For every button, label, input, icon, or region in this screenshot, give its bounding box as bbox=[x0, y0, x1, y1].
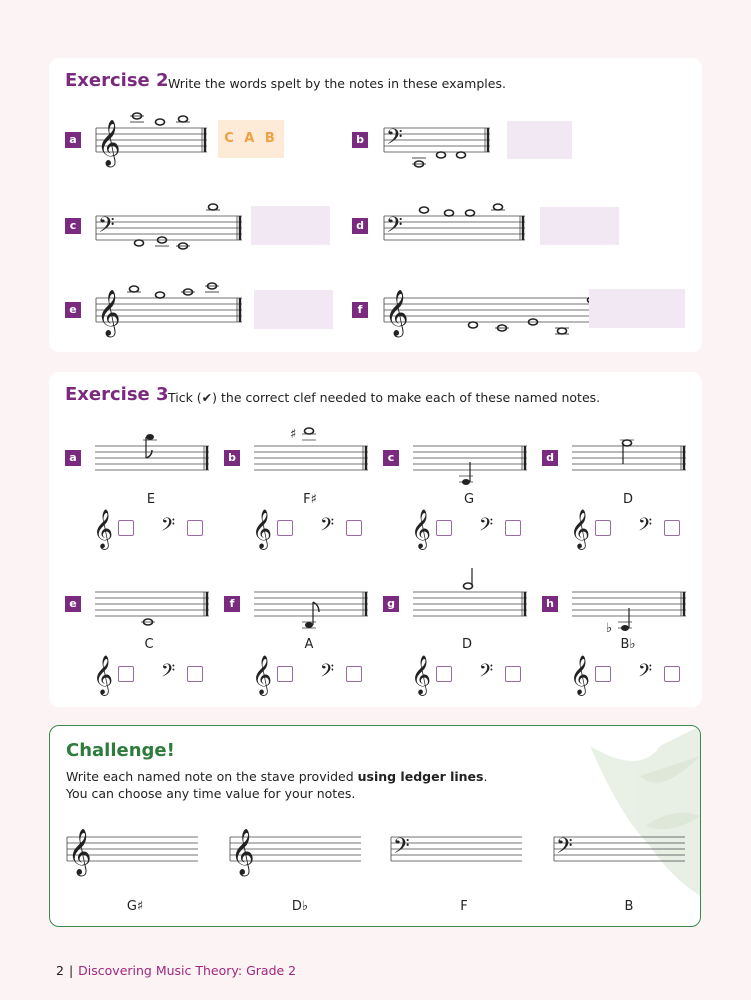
svg-text:♭: ♭ bbox=[606, 621, 613, 636]
challenge-title: Challenge! bbox=[66, 740, 175, 761]
bass-clef-icon bbox=[320, 514, 342, 544]
ex2-staff-d bbox=[382, 196, 527, 258]
bass-clef-icon bbox=[638, 660, 660, 690]
bass-clef-icon bbox=[320, 660, 342, 690]
ex2-answer-c[interactable] bbox=[251, 206, 330, 245]
ex2-label-c: c bbox=[65, 218, 81, 234]
ex3-label-h: h bbox=[542, 596, 558, 612]
challenge-note-4: B bbox=[624, 899, 634, 914]
svg-text:𝄞: 𝄞 bbox=[68, 829, 92, 875]
challenge-note-3: F bbox=[460, 899, 468, 914]
ex3-c-bass-checkbox[interactable] bbox=[505, 520, 521, 536]
svg-text:𝄢: 𝄢 bbox=[556, 834, 573, 864]
ex3-staff-e bbox=[93, 572, 211, 632]
svg-text:𝄢: 𝄢 bbox=[98, 213, 115, 243]
treble-clef-icon bbox=[570, 654, 592, 694]
ex3-note-b: F♯ bbox=[303, 492, 317, 507]
ex3-h-treble-checkbox[interactable] bbox=[595, 666, 611, 682]
ex3-staff-f bbox=[252, 572, 370, 636]
ex3-staff-h bbox=[570, 572, 688, 636]
ex3-g-treble-checkbox[interactable] bbox=[436, 666, 452, 682]
bass-clef-icon bbox=[638, 514, 660, 544]
svg-text:♯: ♯ bbox=[290, 427, 297, 442]
treble-clef-icon bbox=[93, 654, 115, 694]
exercise-3-title: Exercise 3 bbox=[65, 384, 169, 405]
ex3-label-g: g bbox=[383, 596, 399, 612]
ex3-note-d: D bbox=[622, 492, 633, 507]
bass-clef-icon bbox=[479, 514, 501, 544]
challenge-line2: You can choose any time value for your notes. bbox=[66, 786, 356, 801]
ex2-label-f: f bbox=[352, 302, 368, 318]
challenge-line1: Write each named note on the stave provided bbox=[66, 769, 358, 784]
svg-text:𝄞: 𝄞 bbox=[97, 290, 121, 336]
ex3-note-e: C bbox=[144, 637, 154, 652]
challenge-staff-4[interactable] bbox=[552, 821, 687, 881]
challenge-note-2: D♭ bbox=[291, 899, 309, 914]
exercise-2-title: Exercise 2 bbox=[65, 70, 169, 91]
ex3-b-treble-checkbox[interactable] bbox=[277, 520, 293, 536]
svg-text:𝄢: 𝄢 bbox=[320, 515, 335, 540]
ex2-label-a: a bbox=[65, 132, 81, 148]
ex3-label-a: a bbox=[65, 450, 81, 466]
ex3-d-treble-checkbox[interactable] bbox=[595, 520, 611, 536]
svg-text:𝄞: 𝄞 bbox=[93, 655, 114, 695]
ex3-b-bass-checkbox[interactable] bbox=[346, 520, 362, 536]
ex3-staff-g bbox=[411, 572, 529, 632]
ex2-answer-d[interactable] bbox=[540, 207, 619, 245]
ex3-label-c: c bbox=[383, 450, 399, 466]
svg-text:𝄢: 𝄢 bbox=[638, 515, 653, 540]
ex3-note-f: A bbox=[304, 637, 314, 652]
exercise-3-card bbox=[49, 372, 702, 707]
bass-clef-icon bbox=[161, 514, 183, 544]
challenge-line1-end: . bbox=[483, 769, 488, 784]
ex3-staff-a bbox=[93, 426, 211, 486]
bass-clef-icon bbox=[161, 660, 183, 690]
ex2-answer-e[interactable] bbox=[254, 290, 333, 329]
ex3-label-d: d bbox=[542, 450, 558, 466]
ex3-a-treble-checkbox[interactable] bbox=[118, 520, 134, 536]
ex3-staff-d bbox=[570, 426, 688, 486]
ex3-e-bass-checkbox[interactable] bbox=[187, 666, 203, 682]
bass-clef-icon bbox=[479, 660, 501, 690]
challenge-text bbox=[66, 768, 487, 802]
svg-text:𝄞: 𝄞 bbox=[93, 509, 114, 549]
ex2-answer-f[interactable] bbox=[589, 289, 685, 328]
challenge-staff-3[interactable] bbox=[389, 821, 524, 881]
treble-clef-icon bbox=[252, 654, 274, 694]
ex2-label-b: b bbox=[352, 132, 368, 148]
page-footer bbox=[56, 963, 296, 978]
svg-text:𝄞: 𝄞 bbox=[570, 655, 591, 695]
challenge-note-1: G♯ bbox=[126, 899, 144, 914]
treble-clef-icon bbox=[570, 508, 592, 548]
svg-text:𝄞: 𝄞 bbox=[411, 655, 432, 695]
ex3-note-h: B♭ bbox=[620, 637, 636, 652]
ex3-note-c: G bbox=[463, 492, 475, 507]
svg-text:𝄞: 𝄞 bbox=[570, 509, 591, 549]
ex3-d-bass-checkbox[interactable] bbox=[664, 520, 680, 536]
svg-text:𝄢: 𝄢 bbox=[479, 661, 494, 686]
ex2-staff-c bbox=[94, 196, 244, 258]
ex3-g-bass-checkbox[interactable] bbox=[505, 666, 521, 682]
svg-text:𝄢: 𝄢 bbox=[161, 515, 176, 540]
svg-text:𝄢: 𝄢 bbox=[638, 661, 653, 686]
ex3-e-treble-checkbox[interactable] bbox=[118, 666, 134, 682]
treble-clef-icon bbox=[411, 654, 433, 694]
svg-text:𝄞: 𝄞 bbox=[97, 120, 121, 166]
page-number: 2 bbox=[56, 963, 64, 978]
svg-text:𝄢: 𝄢 bbox=[386, 213, 403, 243]
ex2-staff-b bbox=[382, 110, 492, 170]
ex3-label-b: b bbox=[224, 450, 240, 466]
ex2-label-d: d bbox=[352, 218, 368, 234]
ex3-a-bass-checkbox[interactable] bbox=[187, 520, 203, 536]
challenge-staff-2[interactable] bbox=[228, 821, 363, 881]
svg-text:𝄞: 𝄞 bbox=[385, 290, 409, 336]
exercise-2-instruction: Write the words spelt by the notes in these examples. bbox=[168, 76, 506, 91]
treble-clef-icon bbox=[93, 508, 115, 548]
svg-text:𝄞: 𝄞 bbox=[411, 509, 432, 549]
ex3-note-g: D bbox=[461, 637, 472, 652]
footer-separator: | bbox=[68, 963, 74, 978]
svg-text:𝄞: 𝄞 bbox=[252, 509, 273, 549]
svg-text:𝄢: 𝄢 bbox=[161, 661, 176, 686]
ex2-staff-f bbox=[382, 280, 612, 344]
challenge-box bbox=[49, 725, 701, 927]
exercise-2-card bbox=[49, 58, 702, 352]
ex3-staff-c bbox=[411, 426, 529, 490]
svg-text:𝄢: 𝄢 bbox=[320, 661, 335, 686]
ex3-staff-b bbox=[252, 426, 370, 486]
svg-text:𝄢: 𝄢 bbox=[386, 125, 403, 155]
treble-clef-icon bbox=[411, 508, 433, 548]
exercise-3-instruction: Tick (✔) the correct clef needed to make each of these named notes. bbox=[168, 390, 601, 405]
ex2-label-e: e bbox=[65, 302, 81, 318]
ex3-label-f: f bbox=[224, 596, 240, 612]
ex3-f-bass-checkbox[interactable] bbox=[346, 666, 362, 682]
ex3-f-treble-checkbox[interactable] bbox=[277, 666, 293, 682]
ex3-c-treble-checkbox[interactable] bbox=[436, 520, 452, 536]
svg-text:𝄢: 𝄢 bbox=[393, 834, 410, 864]
ex2-answer-b[interactable] bbox=[507, 121, 572, 159]
treble-clef-icon bbox=[252, 508, 274, 548]
ex2-staff-e bbox=[94, 280, 244, 342]
svg-text:𝄢: 𝄢 bbox=[479, 515, 494, 540]
ex2-staff-a bbox=[94, 110, 209, 170]
ex3-label-e: e bbox=[65, 596, 81, 612]
svg-text:𝄞: 𝄞 bbox=[252, 655, 273, 695]
svg-text:𝄞: 𝄞 bbox=[231, 829, 255, 875]
challenge-line1-bold: using ledger lines bbox=[357, 769, 484, 784]
challenge-staff-1[interactable] bbox=[65, 821, 200, 881]
ex3-note-a: E bbox=[146, 492, 156, 507]
ex2-answer-a: C A B bbox=[218, 120, 284, 158]
ex3-h-bass-checkbox[interactable] bbox=[664, 666, 680, 682]
book-title: Discovering Music Theory: Grade 2 bbox=[78, 963, 297, 978]
